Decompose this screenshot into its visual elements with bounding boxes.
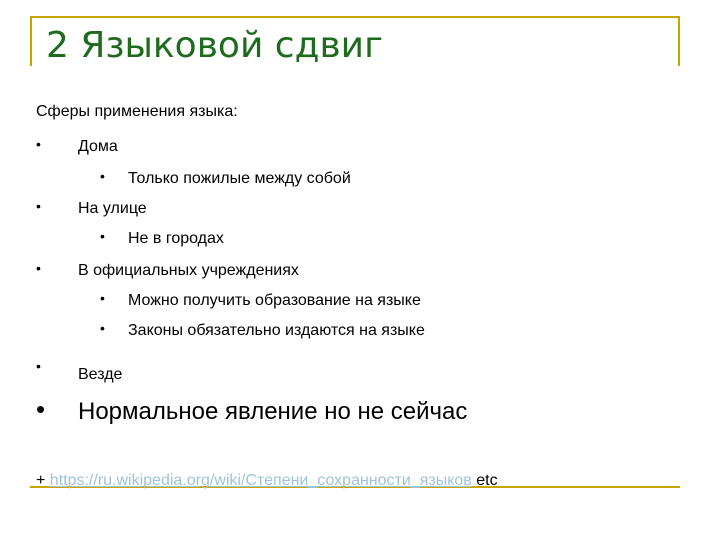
bullet-icon: • [100,228,105,244]
list-item-text: Дома [78,138,118,155]
intro-text: Сферы применения языка: [36,103,238,120]
list-item-text: Законы обязательно издаются на языке [128,322,425,339]
footer-suffix: etc [476,472,498,489]
bullet-icon: • [100,320,105,336]
list-item-home [36,136,118,156]
bullet-icon: • [36,198,41,214]
frame-left-line [30,16,32,66]
list-item-official [36,260,299,280]
bullet-icon: • [36,358,41,374]
bullet-icon: • [36,394,46,424]
frame-right-line [678,16,680,66]
list-item-everywhere [36,358,123,384]
list-subitem-laws [100,320,425,340]
list-subitem-education [100,290,421,310]
list-item-street [36,198,147,218]
footer-reference [36,472,498,490]
list-item-text: Не в городах [128,230,224,247]
wikipedia-link[interactable]: https://ru.wikipedia.org/wiki/Степени_сохранности_языков [49,472,472,489]
list-item-text: Везде [78,366,123,383]
list-subitem-elderly [100,168,351,188]
list-item-normal-phenomenon [36,394,468,426]
bullet-icon: • [36,136,41,152]
list-item-text: Можно получить образование на языке [128,292,421,309]
list-subitem-not-cities [100,228,224,248]
bullet-icon: • [100,168,105,184]
list-item-text: На улице [78,200,147,217]
bullet-icon: • [36,260,41,276]
list-item-text: Только пожилые между собой [128,170,351,187]
bullet-icon: • [100,290,105,306]
footer-prefix: + [36,472,46,489]
list-item-text: В официальных учреждениях [78,262,299,279]
frame-top-line [30,16,680,18]
list-item-text: Нормальное явление но не сейчас [78,398,468,425]
slide-title: 2 Языковой сдвиг [46,25,383,66]
